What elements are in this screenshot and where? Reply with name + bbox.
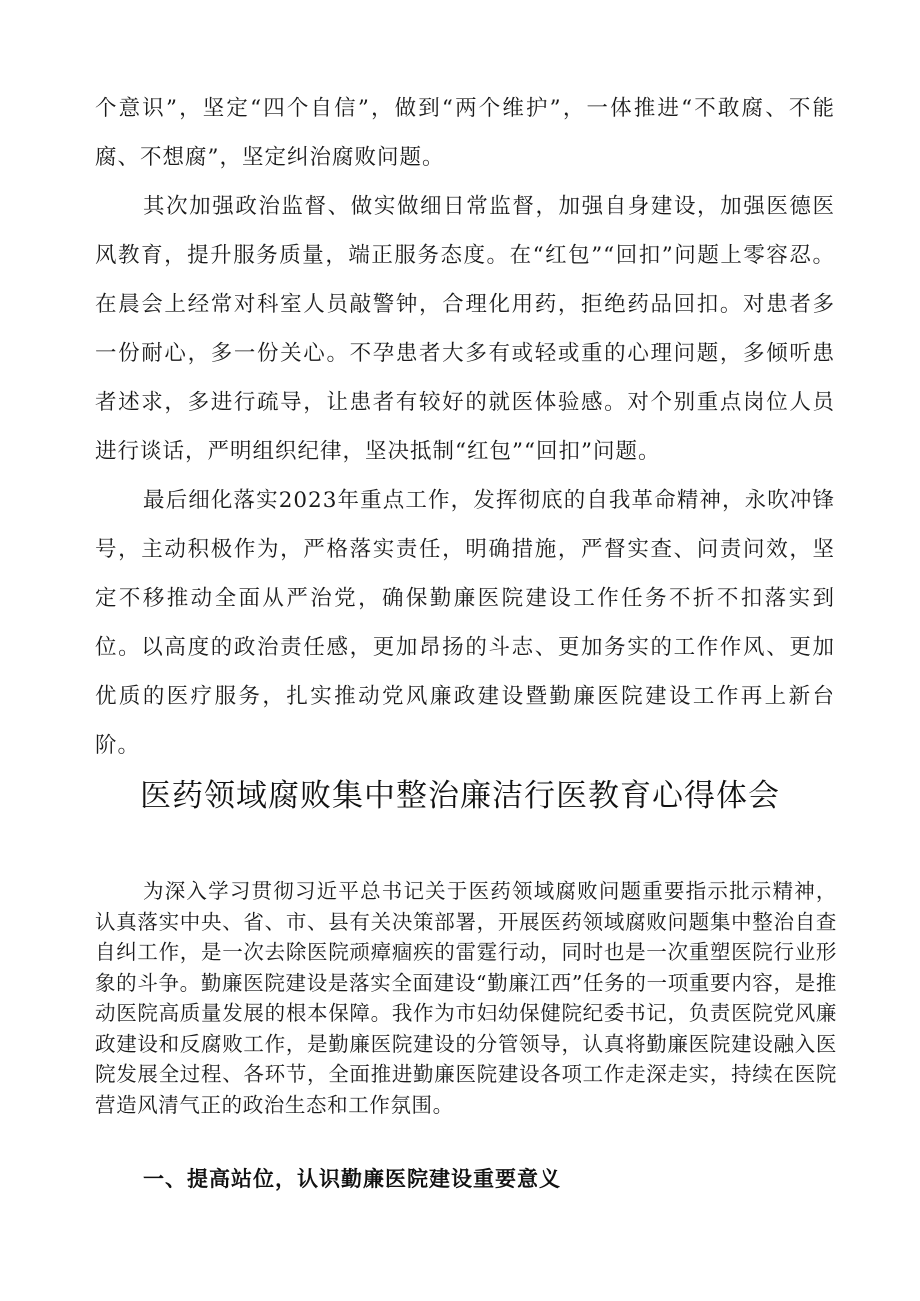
section-heading: 一、提高站位，认识勤廉医院建设重要意义 — [143, 1167, 561, 1191]
paragraph-supervision: 其次加强政治监督、做实做细日常监督，加强自身建设，加强医德医风教育，提升服务质量，端正服务态度。在“红包”“回扣”问题上零容忍。在晨会上经常对科室人员敲警钟，合理化用药，拒绝药品回扣。对患者多一份耐心，多一份关心。不孕患者大多有或轻或重的心理问题，多倾听患者述求，多进行疏导，让患者有较好的就医体验感。对个别重点岗位人员进行谈话，严明组织纪律，坚决抵制“红包”“回扣”问题。 — [95, 194, 835, 464]
document-title: 医药领域腐败集中整治廉洁行医教育心得体会 — [140, 778, 780, 814]
paragraph-continued: 个意识”，坚定“四个自信”，做到“两个维护”，一体推进“不敢腐、不能腐、不想腐”，坚定纠治腐败问题。 — [95, 96, 835, 170]
paragraph-intro: 为深入学习贯彻习近平总书记关于医药领域腐败问题重要指示批示精神，认真落实中央、省、市、县有关决策部署，开展医药领域腐败问题集中整治自查自纠工作，是一次去除医院顽瘴痼疾的雷霆行动，同时也是一次重塑医院行业形象的斗争。勤廉医院建设是落实全面建设“勤廉江西”任务的一项重要内容，是推动医院高质量发展的根本保障。我作为市妇幼保健院纪委书记，负责医院党风廉政建设和反腐败工作，是勤廉医院建设的分管领导，认真将勤廉医院建设融入医院发展全过程、各环节，全面推进勤廉医院建设各项工作走深走实，持续在医院营造风清气正的政治生态和工作氛围。 — [95, 879, 837, 1117]
paragraph-final-work: 最后细化落实2023年重点工作，发挥彻底的自我革命精神，永吹冲锋号，主动积极作为，严格落实责任，明确措施，严督实查、问责问效，坚定不移推动全面从严治党，确保勤廉医院建设工作任务不折不扣落实到位。以高度的政治责任感，更加昂扬的斗志、更加务实的工作作风、更加优质的医疗服务，扎实推动党风廉政建设暨勤廉医院建设工作再上新台阶。 — [95, 488, 835, 758]
